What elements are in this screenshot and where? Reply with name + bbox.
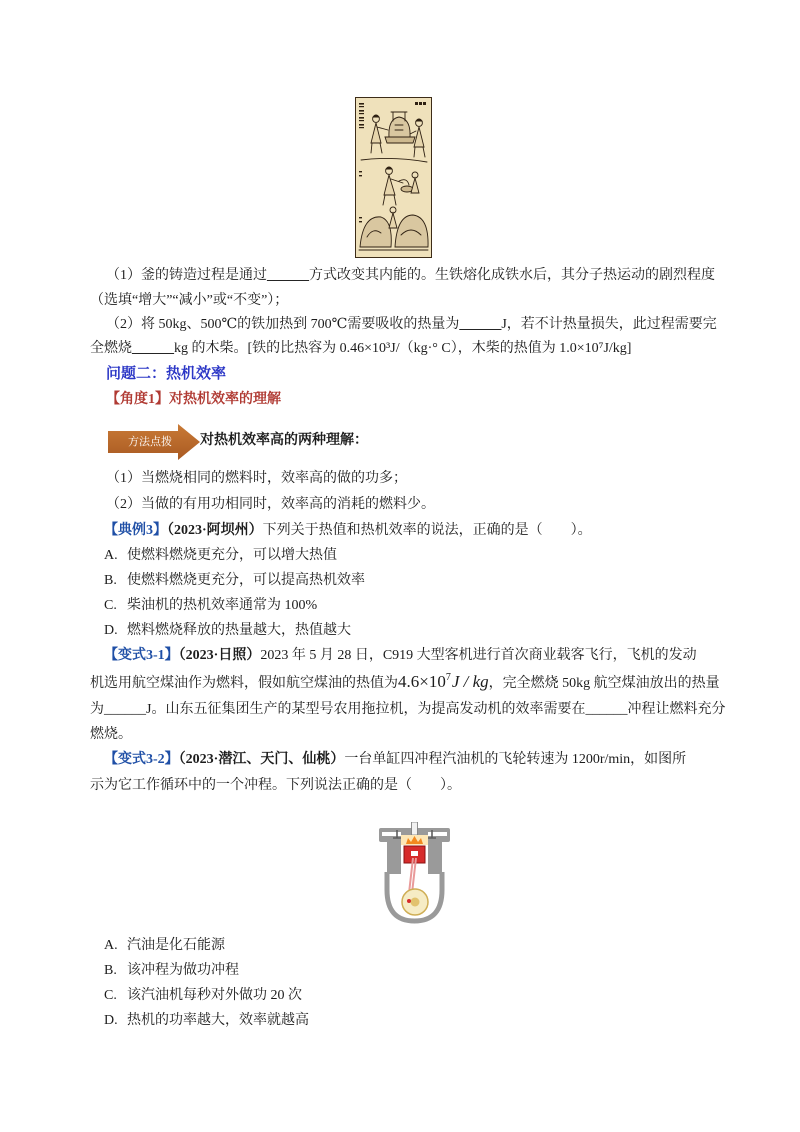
option-text: 热机的功率越大，效率就越高 bbox=[127, 1013, 309, 1028]
heat-value-base: 4.6×10 bbox=[398, 672, 446, 691]
example-3-stem-line bbox=[104, 521, 592, 541]
example-tag: 【典例3】 bbox=[104, 523, 167, 538]
part-1-line-1 bbox=[106, 266, 715, 286]
variant-3-1-line-2 bbox=[90, 671, 720, 695]
variant-text: 为 bbox=[90, 702, 104, 717]
option-d bbox=[104, 621, 351, 641]
option-text: 柴油机的热机效率通常为 100% bbox=[127, 598, 318, 613]
option-label: C. bbox=[104, 988, 117, 1003]
variant-3-1-line-3 bbox=[90, 700, 725, 720]
example-source: （2023·阿坝州） bbox=[167, 523, 263, 538]
variant-3-1-line-4: 燃烧。 bbox=[90, 727, 132, 742]
angle-heading: 【角度1】对热机效率的理解 bbox=[106, 392, 281, 407]
option-label: B. bbox=[104, 963, 117, 978]
option-b bbox=[104, 961, 239, 981]
option-c bbox=[104, 596, 317, 616]
option-a bbox=[104, 546, 337, 566]
variant-text: 机选用航空煤油作为燃料，假如航空煤油的热值为 bbox=[90, 676, 398, 691]
variant-tag: 【变式3-1】 bbox=[104, 648, 179, 663]
option-label: C. bbox=[104, 598, 117, 613]
option-d bbox=[104, 1011, 309, 1031]
variant-text: J。山东五征集团生产的某型号农用拖拉机，为提高发动机的效率需要在 bbox=[146, 702, 586, 717]
variant-3-2-line-2: 示为它工作循环中的一个冲程。下列说法正确的是（ ）。 bbox=[90, 778, 461, 793]
answer-blank: ______ bbox=[267, 268, 309, 283]
option-c bbox=[104, 986, 302, 1006]
variant-source: （2023·潜江、天门、仙桃） bbox=[178, 752, 345, 767]
option-text: 使燃料燃烧更充分，可以提高热机效率 bbox=[127, 573, 365, 588]
option-label: B. bbox=[104, 573, 117, 588]
part-1-label: （1） bbox=[106, 268, 141, 283]
option-b bbox=[104, 571, 365, 591]
variant-3-2-line-1 bbox=[104, 750, 686, 770]
part-1-line-2: （选填“增大”“减小”或“不变”）； bbox=[90, 293, 289, 308]
option-a bbox=[104, 936, 225, 956]
option-text: 使燃料燃烧更充分，可以增大热值 bbox=[127, 548, 337, 563]
method-tip-arrow bbox=[108, 424, 200, 460]
engine-diagram-figure bbox=[377, 822, 452, 924]
variant-3-1-line-1 bbox=[104, 646, 697, 666]
part-1-text-a: 釜的铸造过程是通过 bbox=[141, 268, 267, 283]
part-1-text-b: 方式改变其内能的。生铁熔化成铁水后，其分子热运动的剧烈程度 bbox=[309, 268, 715, 283]
four-stroke-engine-icon bbox=[377, 822, 452, 924]
heat-value-exponent: 7 bbox=[445, 672, 451, 683]
answer-blank: ______ bbox=[132, 341, 174, 356]
part-2-line-2 bbox=[90, 339, 631, 359]
answer-blank: ______ bbox=[585, 702, 628, 717]
ancient-iron-casting-woodblock-illustration-icon bbox=[355, 97, 432, 258]
variant-source: （2023·日照） bbox=[178, 648, 261, 663]
option-text: 该汽油机每秒对外做功 20 次 bbox=[127, 988, 302, 1003]
variant-text: 一台单缸四冲程汽油机的飞轮转速为 1200r/min，如图所 bbox=[344, 752, 687, 767]
variant-text: 2023 年 5 月 28 日，C919 大型客机进行首次商业载客飞行，飞机的发动 bbox=[260, 648, 697, 663]
heat-value-unit: J / kg bbox=[451, 672, 489, 691]
variant-text: 冲程让燃料充分 bbox=[627, 702, 726, 717]
heat-value-formula bbox=[398, 672, 489, 691]
option-text: 汽油是化石能源 bbox=[127, 938, 225, 953]
part-2-label: （2） bbox=[106, 317, 141, 332]
example-stem: 下列关于热值和热机效率的说法，正确的是（ ）。 bbox=[262, 523, 592, 538]
part-2-text-a: 将 50kg、500℃的铁加热到 700℃需要吸收的热量为 bbox=[141, 317, 460, 332]
method-point-2: （2）当做的有用功相同时，效率高的消耗的燃料少。 bbox=[106, 497, 435, 512]
part-2-text-b: J，若不计热量损失，此过程需要完 bbox=[501, 317, 717, 332]
part-2-line-2-a: 全燃烧 bbox=[90, 341, 132, 356]
option-label: A. bbox=[104, 938, 118, 953]
answer-blank: ______ bbox=[459, 317, 502, 332]
option-label: D. bbox=[104, 1013, 118, 1028]
method-tag-label: 方法点拨 bbox=[128, 436, 172, 448]
option-text: 该冲程为做功冲程 bbox=[127, 963, 239, 978]
answer-blank: ______ bbox=[104, 702, 146, 717]
variant-text: ，完全燃烧 50kg 航空煤油放出的热量 bbox=[488, 676, 720, 691]
part-2-line-2-b: kg 的木柴。[铁的比热容为 0.46×10³J/（kg·° C），木柴的热值为 1.0×10⁷J/kg] bbox=[174, 341, 632, 356]
option-label: A. bbox=[104, 548, 118, 563]
method-point-1: （1）当燃烧相同的燃料时，效率高的做的功多； bbox=[106, 471, 407, 486]
section-title: 问题二：热机效率 bbox=[106, 366, 227, 382]
option-label: D. bbox=[104, 623, 118, 638]
casting-illustration-figure bbox=[355, 97, 432, 258]
variant-tag: 【变式3-2】 bbox=[104, 752, 179, 767]
method-title: 对热机效率高的两种理解： bbox=[200, 433, 368, 448]
part-2-line-1 bbox=[106, 315, 717, 335]
option-text: 燃料燃烧释放的热量越大，热值越大 bbox=[127, 623, 351, 638]
